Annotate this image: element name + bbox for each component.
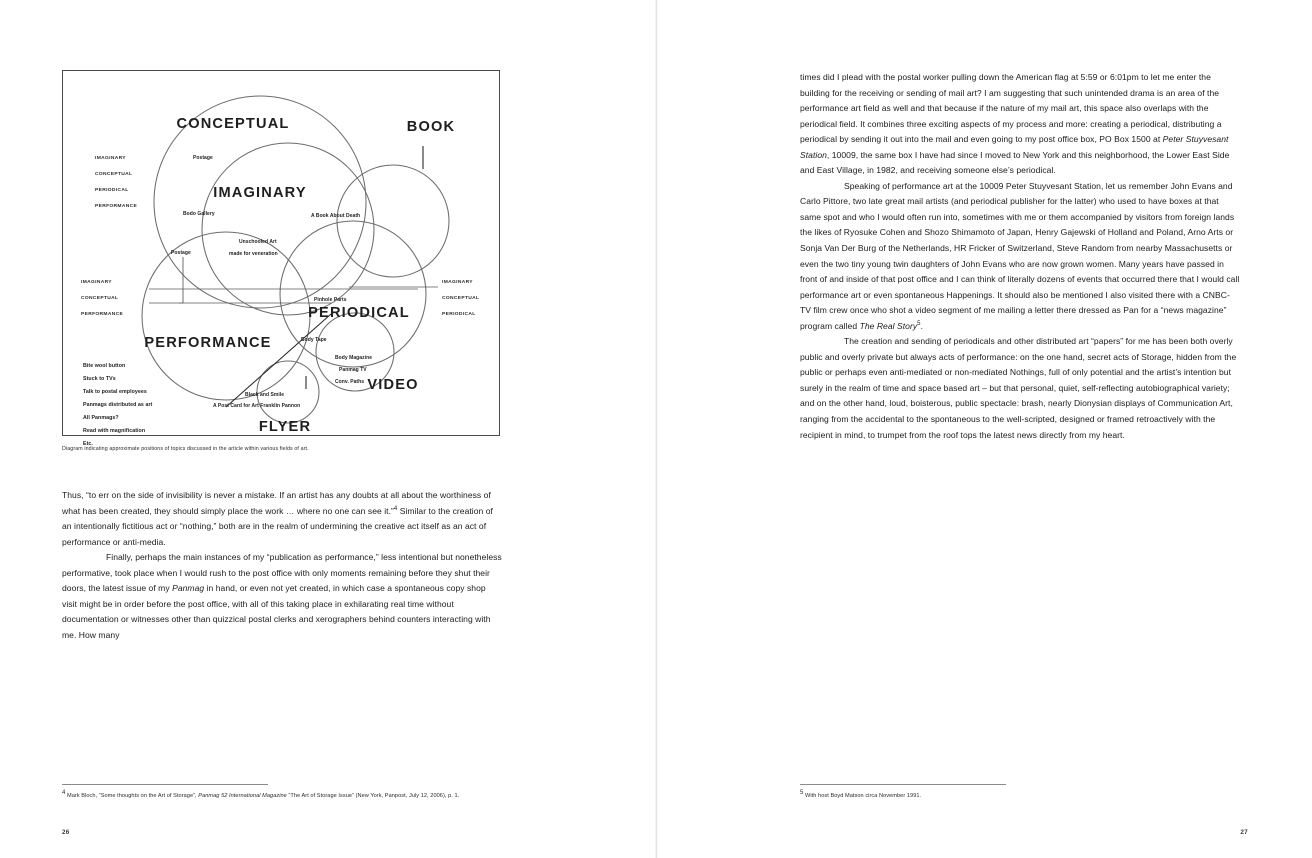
body-paragraph: Thus, “to err on the side of invisibility is never a mistake. If an artist has any doubts at all about the worthiness of what has been created, they should simply place the work … where no one can see it.”$^4$ Similar to the creation of an intentionally fictitious act or “nothing,” both are in the realm of undermining the creative act itself as an act of performance or anti-media. xyxy=(62,490,493,547)
body-paragraph: Finally, perhaps the main instances of my “publication as performance,” less intentional but nonetheless performative, took place when I would rush to the post office with only moments remaining before they shut their doors, the latest issue of my Panmag in hand, or even not yet created, in which case a spontaneous copy shop visit might be in order before the post office, with all of this taking place in exhilarating real time without documentation or witnesses other than quizzical postal clerks and xerographers behind counters interacting with me. How many xyxy=(62,552,502,641)
item-unschooled-art: Unschooled Art xyxy=(239,239,277,245)
body-paragraph: times did I plead with the postal worker pulling down the American flag at 5:59 or 6:01pm to let me enter the building for the receiving or sending of mail art? I am suggesting that such unintended drama is an area of the performance art field as well and that because if the nature of my mail art, this space also overlaps with the periodical field. It combines three exciting aspects of my process and more: creating a periodical, distributing a periodical by sending it out into the mail and even going to my post office box, PO Box 1500 at Peter Stuyvesant Station, 10009, the same box I have had since I moved to New York and this neighborhood, the Lower East Side and East Village, in 1982, and receiving someone else’s periodical. xyxy=(800,72,1230,176)
item-body-tape: Body Tape xyxy=(301,337,327,343)
item-conv-paths: Conv. Paths xyxy=(335,379,365,385)
item-post-card: A Post Card for Art Franklin Pannon xyxy=(213,403,301,409)
venn-diagram-svg xyxy=(63,71,499,447)
circle-periodical xyxy=(280,221,426,367)
list-item-7: Etc. xyxy=(83,441,93,447)
left-body-text xyxy=(62,488,502,643)
axis-left-mid-2: CONCEPTUAL xyxy=(81,296,119,301)
item-made-veneration: made for veneration xyxy=(229,251,278,257)
right-footnote: 5 With host Boyd Matson circa November 1991. xyxy=(800,790,922,800)
bracket-left-top xyxy=(149,257,183,303)
right-page-number: 27 xyxy=(1240,829,1248,836)
axis-left-top-2: CONCEPTUAL xyxy=(95,172,133,177)
left-footnote: 4 Mark Bloch, “Some thoughts on the Art of Storage”, Panmag 52 International Magazine “The Art of Storage Issue” (New York, Panpost, July 12, 2006), p. 1. xyxy=(62,790,460,800)
item-bodo-gallery: Bodo Gallery xyxy=(183,211,215,217)
list-item-6: Read with magnification xyxy=(83,428,146,434)
list-item-1: Bite wool button xyxy=(83,363,126,369)
item-postage-mid: Postage xyxy=(171,250,191,256)
body-paragraph: The creation and sending of periodicals and other distributed art “papers” for me has been both overly public and overly private but always acts of performance: on the one hand, secret acts of Storage, hidden from the public or perhaps even anti-mediated or non-mediated Nothings, full of only potential and the artist’s intention but surely in the realm of time and space based art – but that personal, quiet, self-reflecting autobiographical variety; and on the other hand, loud, boisterous, public spectacle: brash, nearly Dionysian displays of Communication Art, ranging from the accidental to the spontaneous to the well-scripted, designed or framed retroactively with the recipient in mind, to trumpet from the roof tops the latest news directly from my heart. xyxy=(800,336,1237,440)
axis-left-mid-3: PERFORMANCE xyxy=(81,312,124,317)
item-body-magazine: Body Magazine xyxy=(335,355,373,361)
axis-right-mid-2: CONCEPTUAL xyxy=(442,296,480,301)
label-book: BOOK xyxy=(406,119,456,135)
right-footnote-area xyxy=(800,784,1240,802)
footnote-rule xyxy=(62,784,268,785)
left-page-number: 26 xyxy=(62,829,70,836)
right-page xyxy=(656,0,1312,858)
item-black-and-smile: Black and Smile xyxy=(245,392,285,398)
item-book-about-death: A Book About Death xyxy=(311,213,361,219)
footnote-rule xyxy=(800,784,1006,785)
item-panmag-tv: Panmag TV xyxy=(339,367,367,373)
axis-left-top-1: IMAGINARY xyxy=(95,156,126,161)
diagram-figure xyxy=(62,70,500,447)
list-item-4: Panmags distributed as art xyxy=(83,402,153,408)
item-pinhole-parts: Pinhole Parts xyxy=(314,297,347,303)
axis-left-top-3: PERIODICAL xyxy=(95,188,129,193)
figure-caption: Diagram indicating approximate positions of topics discussed in the article within various fields of art. xyxy=(62,446,309,452)
axis-left-top-4: PERFORMANCE xyxy=(95,204,138,209)
right-body-text xyxy=(800,70,1240,443)
axis-right-mid-3: PERIODICAL xyxy=(442,312,476,317)
label-conceptual: CONCEPTUAL xyxy=(176,116,290,132)
axis-left-mid-1: IMAGINARY xyxy=(81,280,112,285)
label-imaginary: IMAGINARY xyxy=(213,185,307,201)
list-item-3: Talk to postal employees xyxy=(83,389,147,395)
label-video: VIDEO xyxy=(367,377,419,393)
body-paragraph: Speaking of performance art at the 10009 Peter Stuyvesant Station, let us remember John Evans and Carlo Pittore, two late great mail artists (and periodical publisher for the latter) who used to have boxes at that same spot and who I would often run into, sometimes with me or them accompanied by visitors from foreign lands the likes of Ryosuke Cohen and Shozo Shimamoto of Japan, Henry Gajewski of Holland and Poland, Arno Arts or Sonja Van Der Burg of the Netherlands, HR Fricker of Switzerland, Steve Random from nearby Massachusetts or even the two tiny young twin daughters of John Evans who are now grown women. Many years have passed in front of and inside of that post office and I can think of literally dozens of events that occurred there that I would call performance art or even spontaneous Happenings. It should also be mentioned I also visited there with a CNBC-TV film crew once who shot a video segment of me mailing a letter there dressed as Pan for a “news magazine” program called The Real Story$^5$. xyxy=(800,180,1240,331)
circle-performance xyxy=(142,232,310,400)
list-item-5: All Panmags? xyxy=(83,415,119,421)
label-performance: PERFORMANCE xyxy=(144,335,272,351)
list-item-2: Stuck to TVs xyxy=(83,376,116,382)
label-periodical: PERIODICAL xyxy=(308,305,410,321)
left-footnote-area xyxy=(62,784,502,802)
axis-right-mid-1: IMAGINARY xyxy=(442,280,473,285)
label-flyer: FLYER xyxy=(258,419,312,435)
item-postage-top: Postage xyxy=(193,155,213,161)
